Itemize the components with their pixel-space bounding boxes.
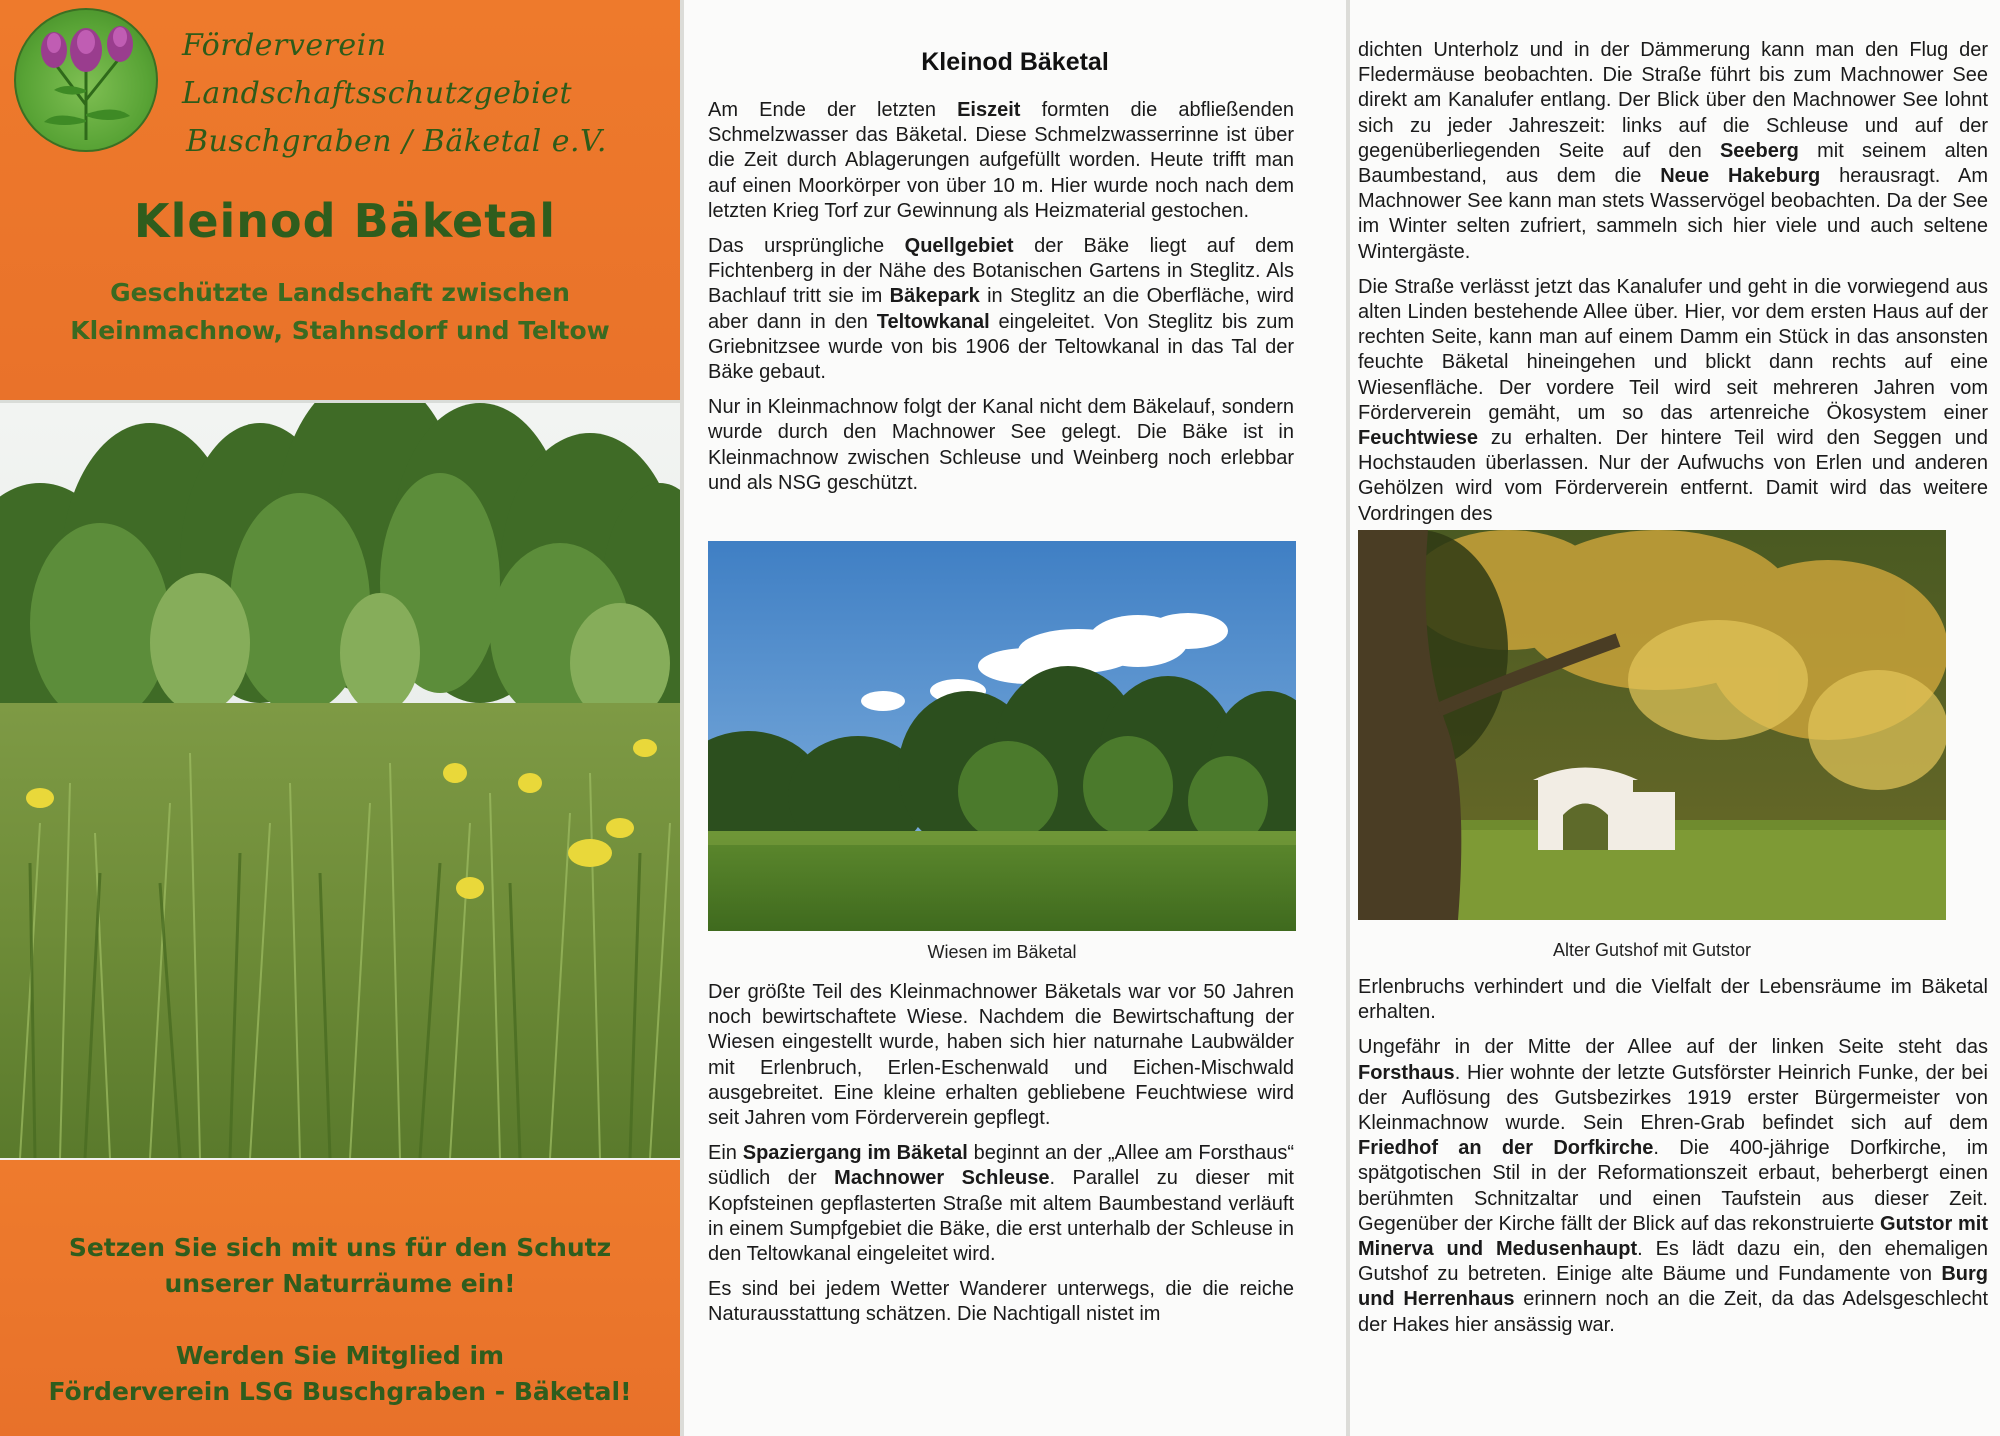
paragraph: Der größte Teil des Kleinmachnower Bäketals war vor 50 Jahren noch bewirtschaftete Wiese. Nachdem die Bewirtschaftung der Wiesen eingestellt wurde, haben sich hier naturnahe Laubwälder mit Erlenbruch, Erlen-Eschenwald und Eichen-Mischwald ausgebreitet. Eine kleine erhalten gebliebene Feuchtwiese wird seit Jahren vom Förderverein gepflegt. [708,981,1294,1130]
paragraph: Das ursprüngliche Quellgebiet der Bäke liegt auf dem Fichtenberg in der Nähe des Botanischen Gartens in Steglitz. Als Bachlauf tritt sie im Bäkepark in Steglitz an die Oberfläche, wird aber dann in den Teltowkanal eingeleitet. Von Steglitz bis zum Griebnitzsee wurde von bis 1906 der Teltowkanal in das Tal der Bäke gebaut. [708,235,1294,384]
paragraph: dichten Unterholz und in der Dämmerung kann man den Flug der Fledermäuse beobachten. Die Straße führt bis zum Machnower See direkt am Kanalufer entlang. Der Blick über den Machnower See lohnt sich zu jeder Jahreszeit: links auf die Schleuse und auf der gegenüberliegenden Seite auf den Seeberg mit seinem alten Baumbestand, aus dem die Neue Hakeburg herausragt. Am Machnower See kann man stets Wasservögel beobachten. Da der See im Winter selten zufriert, sammeln sich hier viele und auch seltene Wintergäste. [1358,39,1989,263]
photo-caption: Alter Gutshof mit Gutstor [1552,940,1752,960]
photo-caption: Wiesen im Bäketal [927,942,1077,962]
cover-membership-call [20,1338,660,1410]
paragraph: Ungefähr in der Mitte der Allee auf der linken Seite steht das Forsthaus. Hier wohnte der letzte Gutsförster Heinrich Funke, der bei der Auflösung des Gutsbezirkes 1919 erster Bürgermeister von Kleinmachnow wurde. Sein Ehren-Grab befindet sich auf dem Friedhof an der Dorfkirche. Die 400-jährige Dorfkirche, im spätgotischen Stil in der Reformationszeit erbaut, beherbergt einen berühmten Schnitzaltar und einen Taufstein aus dieser Zeit. Gegenüber der Kirche fällt der Blick auf das rekonstruierte Gutstor mit Minerva und Medusenhaupt. Es lädt dazu ein, den ehemaligen Gutshof zu betreten. Einige alte Bäume und Fundamente von Burg und Herrenhaus erinnern noch an die Zeit, da das Adelsgeschlecht der Hakes hier ansässig war. [1358,1036,1989,1336]
highlight-term: Forsthaus [1358,1061,1455,1084]
cover-header [0,0,680,403]
highlight-term: Eiszeit [957,99,1021,121]
cover-subtitle-line2: Kleinmachnow, Stahnsdorf und Teltow [70,316,610,345]
paragraph: Ein Spaziergang im Bäketal beginnt an der „Allee am Forsthaus“ südlich der Machnower Schleuse. Parallel zu dieser mit Kopfsteinen gepflasterten Straße mit altem Baumbestand verläuft in einem Sumpfgebiet die Bäke, die erst unterhalb der Schleuse in den Teltowkanal eingeleitet wird. [708,1142,1294,1266]
middle-title: Kleinod Bäketal [921,48,1109,76]
org-name [172,22,672,166]
paragraph: Die Straße verlässt jetzt das Kanalufer und geht in die vorwiegend aus alten Linden bestehende Allee über. Hier, vor dem ersten Haus auf der rechten Seite, kann man auf einem Damm ein Stück in das ansonsten feuchte Bäketal hineingehen und blickt dann rechts auf eine Wiesenfläche. Der vordere Teil wird seit mehreren Jahren vom Förderverein gemäht, um so das artenreiche Ökosystem einer Feuchtwiese zu erhalten. Der hintere Teil wird den Seggen und Hochstauden überlassen. Nur der Aufwuchs von Erlen und anderen Gehölzen wird vom Förderverein entfernt. Damit wird das weitere Vordringen des [1358,275,1988,525]
middle-text-column [684,0,1346,1436]
photo-old-manor-gate [1358,530,1946,920]
cover-footer [0,1160,680,1436]
cover-panel [0,0,680,1436]
paragraph: Am Ende der letzten Eiszeit formten die abfließenden Schmelzwasser das Bäketal. Diese Schmelzwasserrinne ist über die Zeit durch Ablagerungen aufgefüllt worden. Heute trifft man auf einen Moorkörper von über 10 m. Hier wurde noch nach dem letzten Krieg Torf zur Gewinnung als Heizmaterial gestochen. [708,99,1294,222]
highlight-term: Neue Hakeburg [1660,165,1821,188]
cover-title: Kleinod Bäketal [133,194,557,248]
highlight-term: Gutstor mit Minerva und Medusenhaupt [1358,1212,1988,1261]
highlight-term: Feuchtwiese [1358,427,1479,450]
highlight-term: Friedhof an der Dorfkirche [1358,1137,1654,1160]
highlight-term: Spaziergang im Bäketal [742,1142,968,1165]
cover-cta-line2: Förderverein LSG Buschgraben - Bäketal! [48,1377,632,1406]
highlight-term: Machnower Schleuse [834,1167,1050,1190]
paragraph: Nur in Kleinmachnow folgt der Kanal nicht dem Bäkelauf, sondern wurde durch den Machnower See gelegt. Die Bäke ist in Kleinmachnow zwischen Schleuse und Weinberg noch erlebbar und als NSG geschützt. [708,396,1294,494]
cover-subtitle-line1: Geschützte Landschaft zwischen [110,278,570,307]
thistle-logo-icon [14,8,158,152]
cover-subtitle [20,274,660,350]
middle-text-top [708,98,1294,506]
cover-slogan-line2: unserer Naturräume ein! [164,1269,516,1298]
org-name-line2: Buschgraben / Bäketal e.V. [186,124,607,159]
photo-meadow-baeketal [708,541,1296,931]
org-name-line1: Förderverein Landschaftsschutzgebiet [182,28,573,111]
cover-slogan [20,1230,660,1302]
right-text-bottom [1358,975,1988,1348]
right-text-top [1358,38,1988,537]
cover-cta-line1: Werden Sie Mitglied im [175,1341,505,1370]
highlight-term: Seeberg [1719,139,1799,162]
paragraph: Es sind bei jedem Wetter Wanderer unterwegs, die die reiche Naturausstattung schätzen. Die Nachtigall nistet im [708,1278,1294,1326]
cover-photo-meadow-with-irises [0,403,680,1158]
paragraph: Erlenbruchs verhindert und die Vielfalt der Lebensräume im Bäketal erhalten. [1358,976,1988,1024]
highlight-term: Quellgebiet [904,235,1014,258]
highlight-term: Bäkepark [889,285,980,308]
highlight-term: Teltowkanal [876,310,990,333]
highlight-term: Burg und Herrenhaus [1358,1263,1988,1311]
cover-slogan-line1: Setzen Sie sich mit uns für den Schutz [68,1233,612,1262]
middle-text-bottom [708,980,1294,1338]
right-text-column [1350,0,2000,1436]
